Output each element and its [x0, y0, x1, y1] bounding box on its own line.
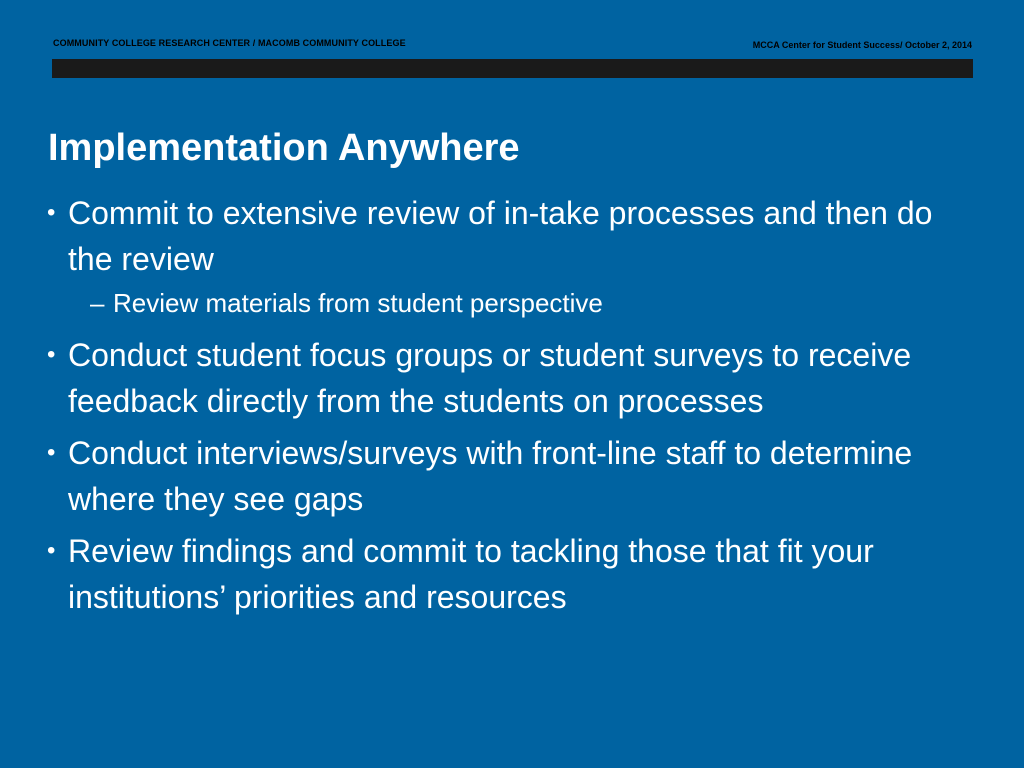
bullet-mark: • [47, 341, 56, 368]
bullet-mark: • [47, 537, 56, 564]
bullet-item [47, 430, 967, 522]
header-left-text: COMMUNITY COLLEGE RESEARCH CENTER / MACOMB COMMUNITY COLLEGE [53, 38, 406, 48]
bullet-mark: • [47, 439, 56, 466]
bullet-mark: • [47, 199, 56, 226]
header-right-text: MCCA Center for Student Success/ October 2, 2014 [752, 40, 972, 50]
header-bar [52, 59, 973, 78]
bullet-text: Commit to extensive review of in-take processes and then do the review [68, 195, 933, 277]
bullet-item [47, 190, 967, 282]
sub-bullet-item [90, 286, 967, 320]
slide-title: Implementation Anywhere [48, 127, 520, 169]
bullet-text: Conduct student focus groups or student surveys to receive feedback directly from the students on processes [68, 337, 912, 419]
sub-bullet-mark: – [90, 288, 105, 318]
bullet-item [47, 528, 967, 620]
slide-content [47, 190, 967, 626]
sub-bullet-text: Review materials from student perspective [113, 288, 603, 318]
bullet-item [47, 332, 967, 424]
bullet-text: Conduct interviews/surveys with front-line staff to determine where they see gaps [68, 435, 913, 517]
bullet-text: Review findings and commit to tackling those that fit your institutions’ priorities and resources [68, 533, 874, 615]
